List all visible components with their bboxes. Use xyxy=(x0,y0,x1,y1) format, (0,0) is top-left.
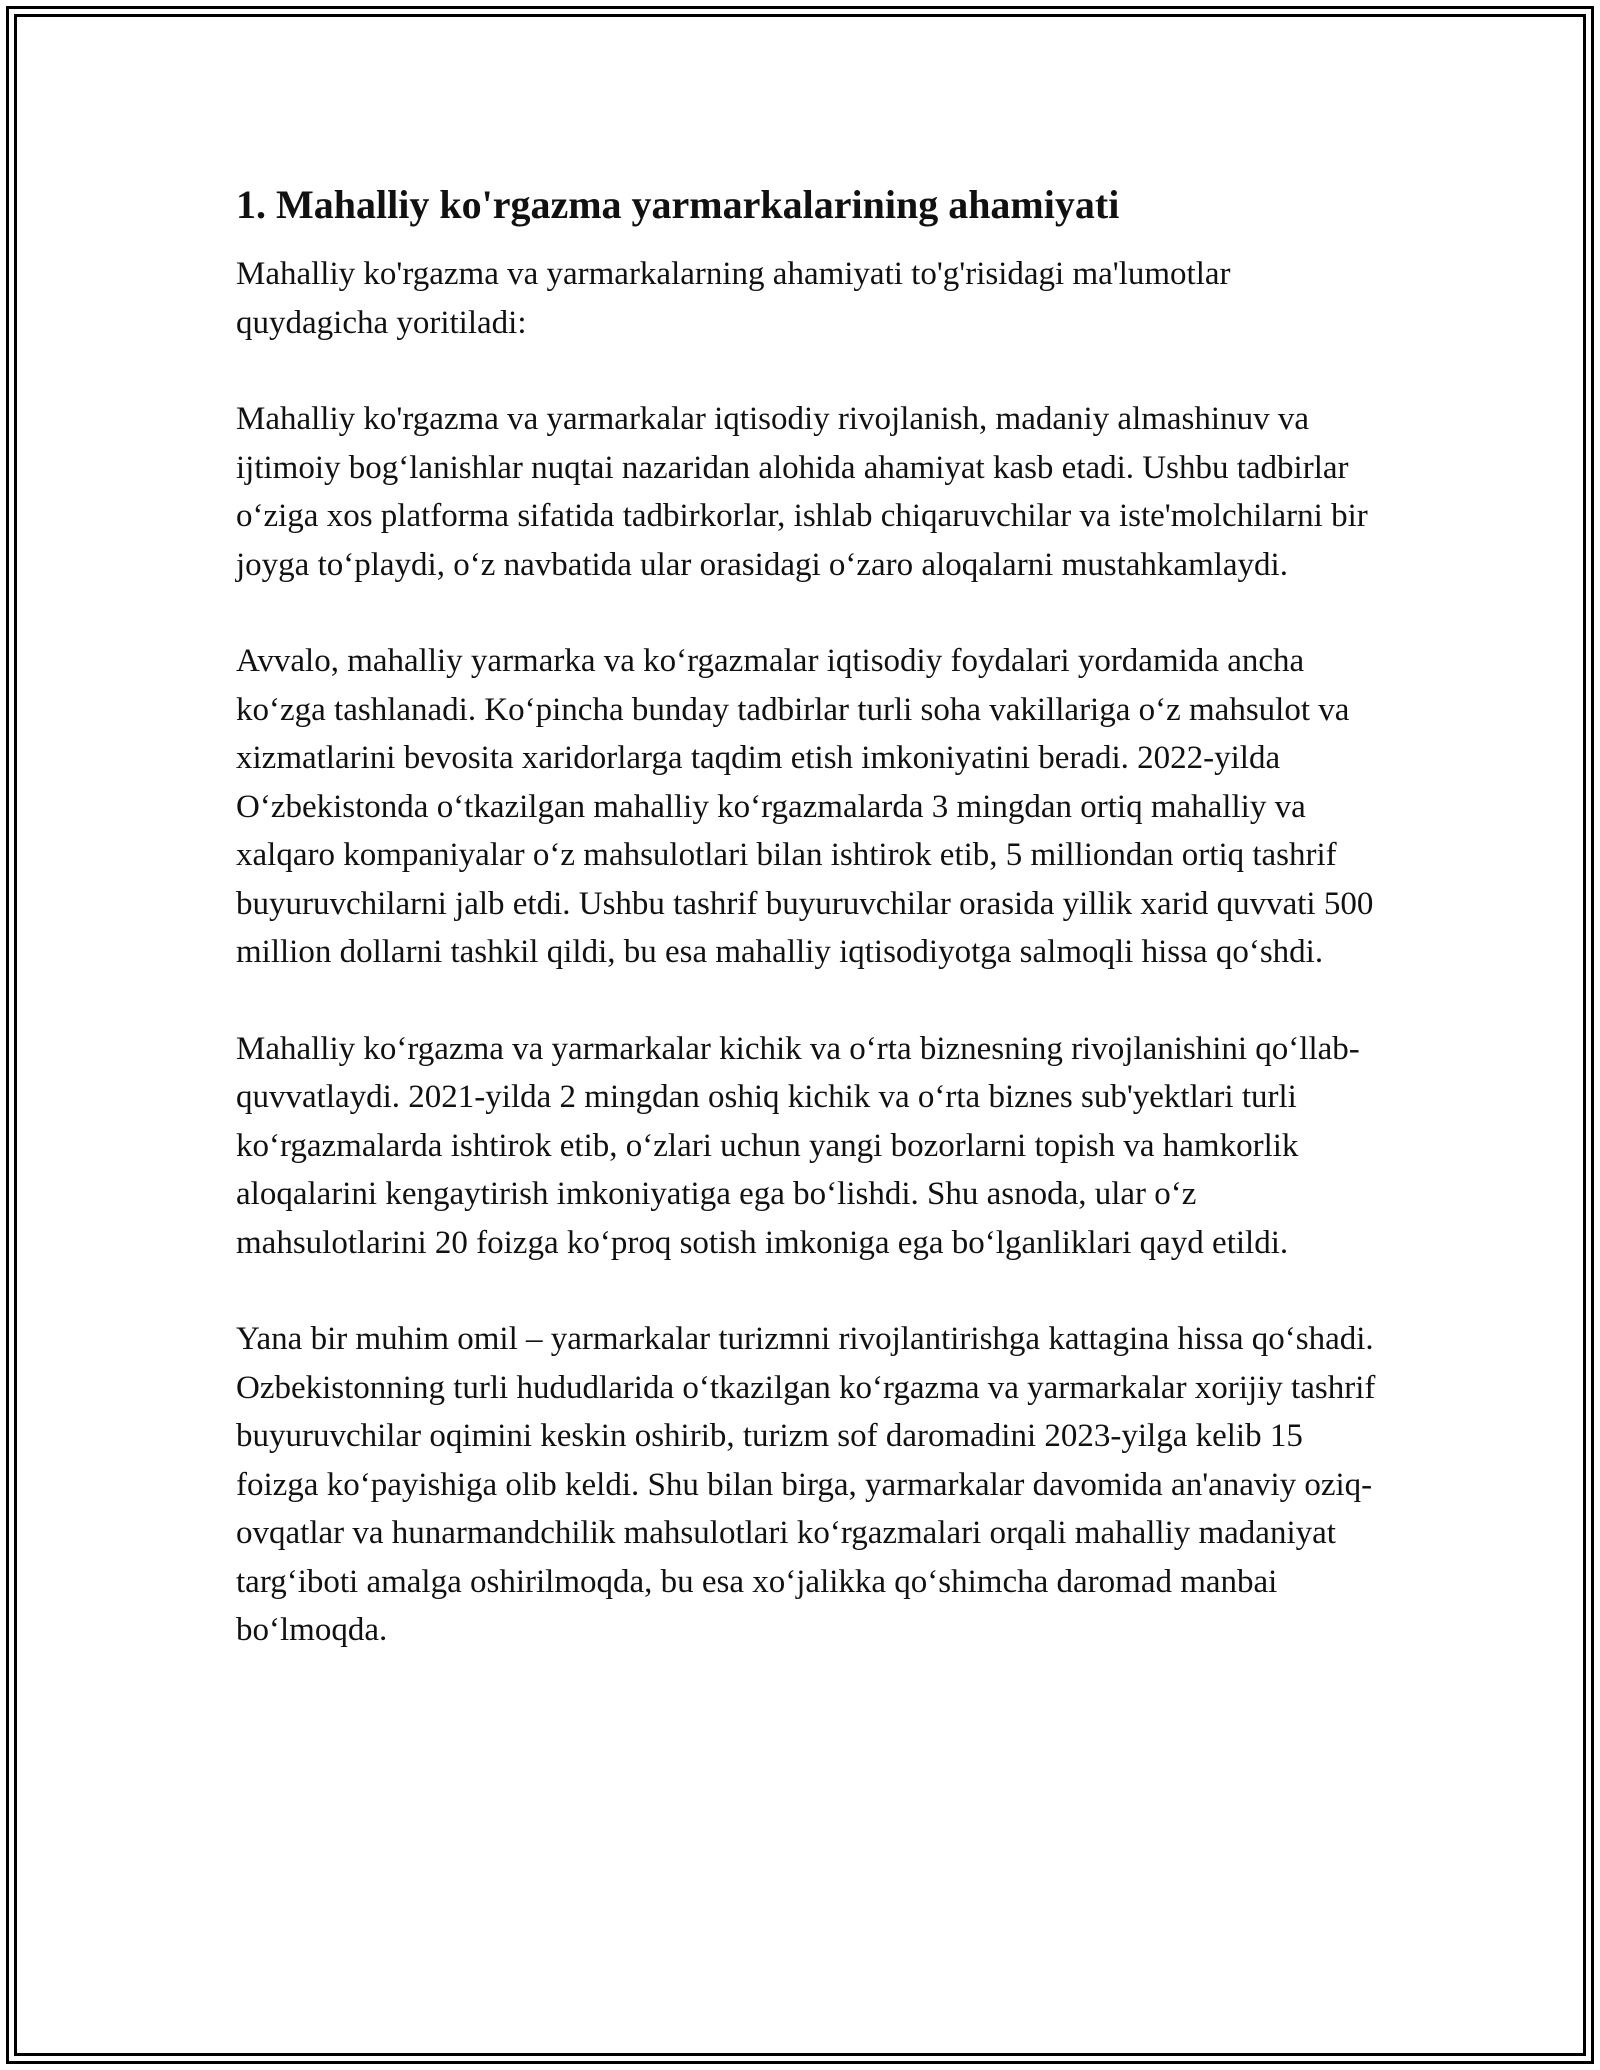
section-heading: 1. Mahalliy ko'rgazma yarmarkalarining ahamiyati xyxy=(236,182,1120,227)
paragraph-tourism: Yana bir muhim omil – yarmarkalar turizmni rivojlantirishga kattagina hissa qo‘shadi. Ozbekistonning turli hududlarida o‘tkazilgan ko‘rgazma va yarmarkalar xorijiy tashrif buyuruvchilar oqimini keskin oshirib, turizm sof daromadini 2023-yilga kelib 15 foizga ko‘payishiga olib keldi. Shu bilan birga, yarmarkalar davomida an'anaviy oziq-ovqatlar va hunarmandchilik mahsulotlari ko‘rgazmalari orqali mahalliy madaniyat targ‘iboti amalga oshirilmoqda, bu esa xo‘jalikka qo‘shimcha daromad manbai bo‘lmoqda. xyxy=(236,1321,1376,1648)
paragraph-small-business: Mahalliy ko‘rgazma va yarmarkalar kichik va o‘rta biznesning rivojlanishini qo‘llab-quvvatlaydi. 2021-yilda 2 mingdan oshiq kichik va o‘rta biznes sub'yektlari turli ko‘rgazmalarda ishtirok etib, o‘zlari uchun yangi bozorlarni topish va hamkorlik aloqalarini kengaytirish imkoniyatiga ega bo‘lishdi. Shu asnoda, ular o‘z mahsulotlarini 20 foizga ko‘proq sotish imkoniga ega bo‘lganliklari qayd etildi. xyxy=(236,1030,1360,1261)
document-body xyxy=(236,180,1376,1703)
paragraph-intro: Mahalliy ko'rgazma va yarmarkalarning ahamiyati to'g'risidagi ma'lumotlar quydagicha yoritiladi: xyxy=(236,256,1231,341)
paragraph-economic-benefits: Avvalo, mahalliy yarmarka va ko‘rgazmalar iqtisodiy foydalari yordamida ancha ko‘zga tashlanadi. Ko‘pincha bunday tadbirlar turli soha vakillariga o‘z mahsulot va xizmatlarini bevosita xaridorlarga taqdim etish imkoniyatini beradi. 2022-yilda O‘zbekistonda o‘tkazilgan mahalliy ko‘rgazmalarda 3 mingdan ortiq mahalliy va xalqaro kompaniyalar o‘z mahsulotlari bilan ishtirok etib, 5 milliondan ortiq tashrif buyuruvchilarni jalb etdi. Ushbu tashrif buyuruvchilar orasida yillik xarid quvvati 500 million dollarni tashkil qildi, bu esa mahalliy iqtisodiyotga salmoqli hissa qo‘shdi. xyxy=(236,643,1374,970)
paragraph-overview: Mahalliy ko'rgazma va yarmarkalar iqtisodiy rivojlanish, madaniy almashinuv va ijtimoiy bog‘lanishlar nuqtai nazaridan alohida ahamiyat kasb etadi. Ushbu tadbirlar o‘ziga xos platforma sifatida tadbirkorlar, ishlab chiqaruvchilar va iste'molchilarni bir joyga to‘playdi, o‘z navbatida ular orasidagi o‘zaro aloqalarni mustahkamlaydi. xyxy=(236,401,1368,583)
